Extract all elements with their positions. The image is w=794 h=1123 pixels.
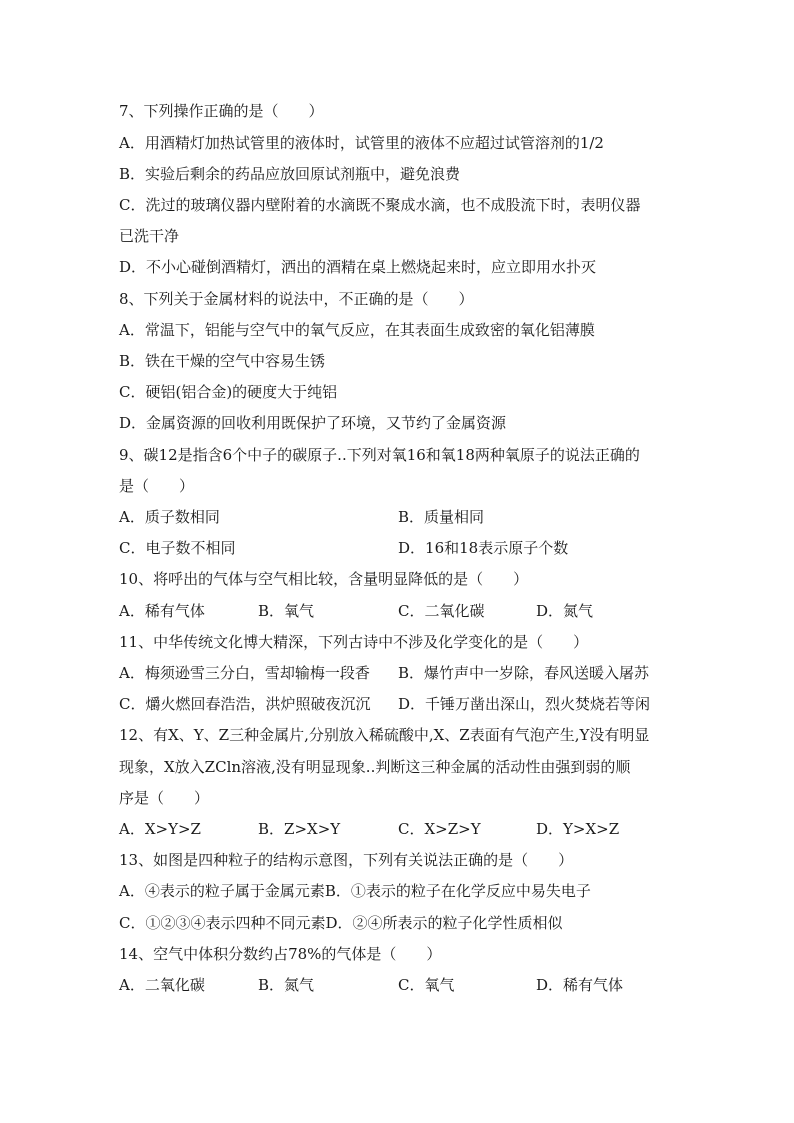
q14-option-d: D．稀有气体	[536, 976, 624, 994]
q14-option-b: B．氮气	[258, 976, 315, 994]
q8-option-d: D．金属资源的回收利用既保护了环境，又节约了金属资源	[119, 414, 507, 432]
q13-options-ab: A．④表示的粒子属于金属元素B．①表示的粒子在化学反应中易失电子	[119, 882, 591, 900]
q7-option-b: B．实验后剩余的药品应放回原试剂瓶中，避免浪费	[119, 165, 461, 183]
q13-stem: 13、如图是四种粒子的结构示意图，下列有关说法正确的是（ ）	[119, 851, 574, 869]
q12-stem-line2: 现象，X放入ZCln溶液,没有明显现象..判断这三种金属的活动性由强到弱的顺	[119, 758, 631, 776]
q9-option-a: A．质子数相同	[119, 508, 220, 526]
q8-option-c: C．硬铝(铝合金)的硬度大于纯铝	[119, 383, 338, 401]
q7-option-c-line2: 已洗干净	[119, 227, 180, 245]
q10-stem: 10、将呼出的气体与空气相比较，含量明显降低的是（ ）	[119, 570, 529, 588]
q14-option-a: A．二氧化碳	[119, 976, 205, 994]
q12-option-b: B．Z>X>Y	[258, 820, 341, 838]
q11-option-a: A．梅须逊雪三分白，雪却输梅一段香	[119, 664, 370, 682]
q12-stem-line1: 12、有X、Y、Z三种金属片,分别放入稀硫酸中,X、Z表面有气泡产生,Y没有明显	[119, 726, 650, 744]
q10-option-c: C．二氧化碳	[398, 602, 485, 620]
q13-options-cd: C．①②③④表示四种不同元素D．②④所表示的粒子化学性质相似	[119, 914, 563, 932]
q11-stem: 11、中华传统文化博大精深，下列古诗中不涉及化学变化的是（ ）	[119, 633, 589, 651]
q8-stem: 8、下列关于金属材料的说法中，不正确的是（ ）	[119, 290, 474, 308]
q7-option-c-line1: C．洗过的玻璃仪器内壁附着的水滴既不聚成水滴，也不成股流下时，表明仪器	[119, 196, 641, 214]
q14-option-c: C．氧气	[398, 976, 455, 994]
q12-option-a: A．X>Y>Z	[119, 820, 201, 838]
q12-option-d: D．Y>X>Z	[536, 820, 620, 838]
q9-option-c: C．电子数不相同	[119, 539, 236, 557]
q10-option-a: A．稀有气体	[119, 602, 205, 620]
q7-option-d: D．不小心碰倒酒精灯，洒出的酒精在桌上燃烧起来时，应立即用水扑灭	[119, 258, 597, 276]
q11-option-b: B．爆竹声中一岁除，春风送暖入屠苏	[398, 664, 650, 682]
q9-option-d: D．16和18表示原子个数	[398, 539, 569, 557]
q9-stem-line1: 9、碳12是指含6个中子的碳原子..下列对氧16和氧18两种氧原子的说法正确的	[119, 446, 640, 464]
q7-stem: 7、下列操作正确的是（ ）	[119, 102, 324, 120]
q14-stem: 14、空气中体积分数约占78%的气体是（ ）	[119, 945, 442, 963]
q7-option-a: A．用酒精灯加热试管里的液体时，试管里的液体不应超过试管溶剂的1/2	[119, 134, 604, 152]
q12-option-c: C．X>Z>Y	[398, 820, 481, 838]
q8-option-b: B．铁在干燥的空气中容易生锈	[119, 352, 326, 370]
q11-option-d: D．千锤万凿出深山，烈火焚烧若等闲	[398, 695, 651, 713]
q10-option-d: D．氮气	[536, 602, 594, 620]
q9-option-b: B．质量相同	[398, 508, 485, 526]
q9-stem-line2: 是（ ）	[119, 477, 195, 495]
q12-stem-line3: 序是（ ）	[119, 789, 210, 807]
q11-option-c: C．爝火燃回春浩浩，洪炉照破夜沉沉	[119, 695, 371, 713]
q10-option-b: B．氧气	[258, 602, 315, 620]
q8-option-a: A．常温下，铝能与空气中的氧气反应，在其表面生成致密的氧化铝薄膜	[119, 321, 595, 339]
